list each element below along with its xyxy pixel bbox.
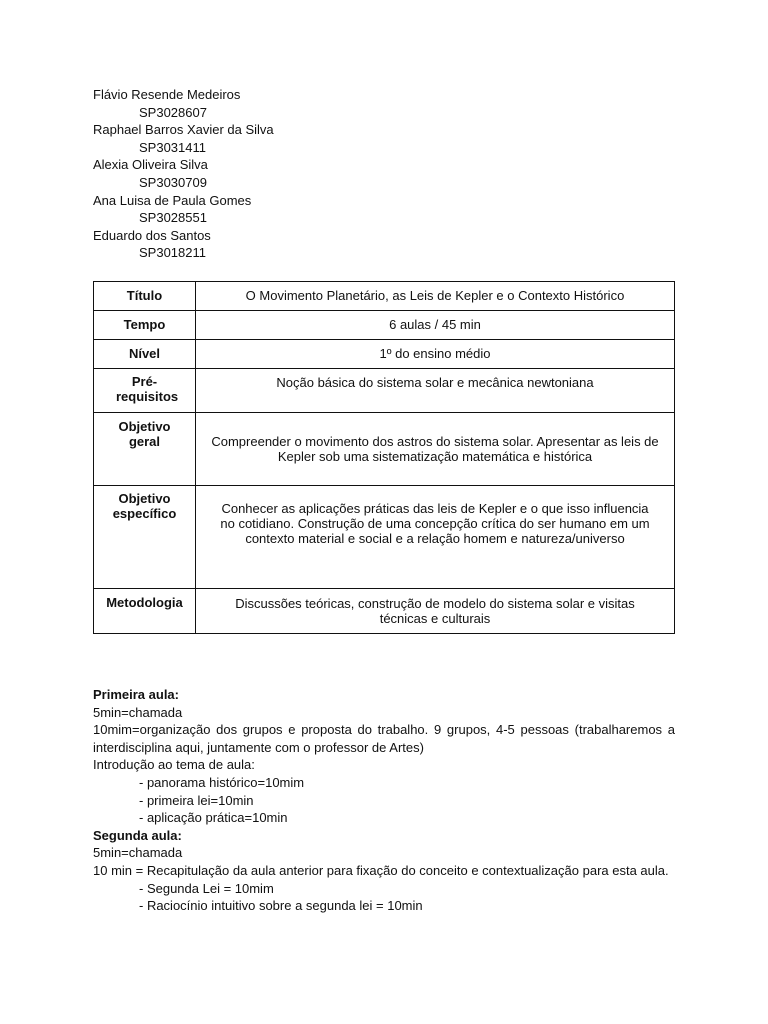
row-value: Noção básica do sistema solar e mecânica newtoniana [196, 369, 675, 413]
table-row [94, 486, 675, 589]
author-id: SP3031411 [139, 139, 206, 155]
lesson-item: - Raciocínio intuitivo sobre a segunda lei = 10min [139, 898, 423, 914]
table-row [94, 311, 675, 340]
row-label: Tempo [94, 311, 196, 340]
row-value: Discussões teóricas, construção de modelo do sistema solar e visitas técnicas e culturais [196, 589, 675, 634]
author-id: SP3018211 [139, 245, 206, 261]
author-id: SP3028551 [139, 210, 207, 226]
row-label: Nível [94, 340, 196, 369]
lesson-item: - panorama histórico=10mim [139, 774, 305, 790]
row-value: 6 aulas / 45 min [196, 311, 675, 340]
row-value: 1º do ensino médio [196, 340, 675, 369]
table-row [94, 413, 675, 486]
lesson-item: - primeira lei=10min [139, 792, 254, 808]
row-label: Objetivo específico [94, 486, 196, 589]
author-name: Alexia Oliveira Silva [93, 157, 208, 173]
row-label: Metodologia [94, 589, 196, 634]
lesson-line: 10mim=organização dos grupos e proposta do trabalho. 9 grupos, 4-5 pessoas (trabalharemos a interdisciplina aqui, juntamente com o professor de Artes) [93, 722, 675, 755]
lesson-item: - Segunda Lei = 10mim [139, 880, 274, 896]
lessons-section [93, 686, 675, 915]
lesson-line: 5min=chamada [93, 845, 183, 861]
table-row [94, 589, 675, 634]
author-id: SP3030709 [139, 174, 207, 190]
row-value: Compreender o movimento dos astros do sistema solar. Apresentar as leis de Kepler sob uma sistematização matemática e histórica [196, 413, 675, 486]
author-list [93, 86, 675, 262]
row-label: Título [94, 282, 196, 311]
lesson-item: - aplicação prática=10min [139, 810, 288, 826]
author-name: Raphael Barros Xavier da Silva [93, 122, 274, 138]
author-name: Eduardo dos Santos [93, 227, 211, 243]
lesson-heading: Segunda aula: [93, 827, 182, 843]
row-label: Objetivo geral [94, 413, 196, 486]
table-row [94, 369, 675, 413]
lesson-plan-table [93, 281, 675, 634]
row-label: Pré-requisitos [94, 369, 196, 413]
lesson-line: 10 min = Recapitulação da aula anterior para fixação do conceito e contextualização para esta aula. [93, 862, 669, 878]
lesson-heading: Primeira aula: [93, 687, 179, 702]
author-name: Flávio Resende Medeiros [93, 87, 241, 102]
row-value: Conhecer as aplicações práticas das leis de Kepler e o que isso influencia no cotidiano. Construção de uma concepção crítica do ser humano em um contexto material e social e a relação homem e natureza/universo [196, 486, 675, 589]
lesson-line: 5min=chamada [93, 704, 183, 720]
table-row [94, 340, 675, 369]
author-id: SP3028607 [139, 104, 207, 120]
row-value: O Movimento Planetário, as Leis de Kepler e o Contexto Histórico [196, 282, 675, 311]
author-name: Ana Luisa de Paula Gomes [93, 192, 252, 208]
lesson-line: Introdução ao tema de aula: [93, 757, 255, 773]
table-row [94, 282, 675, 311]
